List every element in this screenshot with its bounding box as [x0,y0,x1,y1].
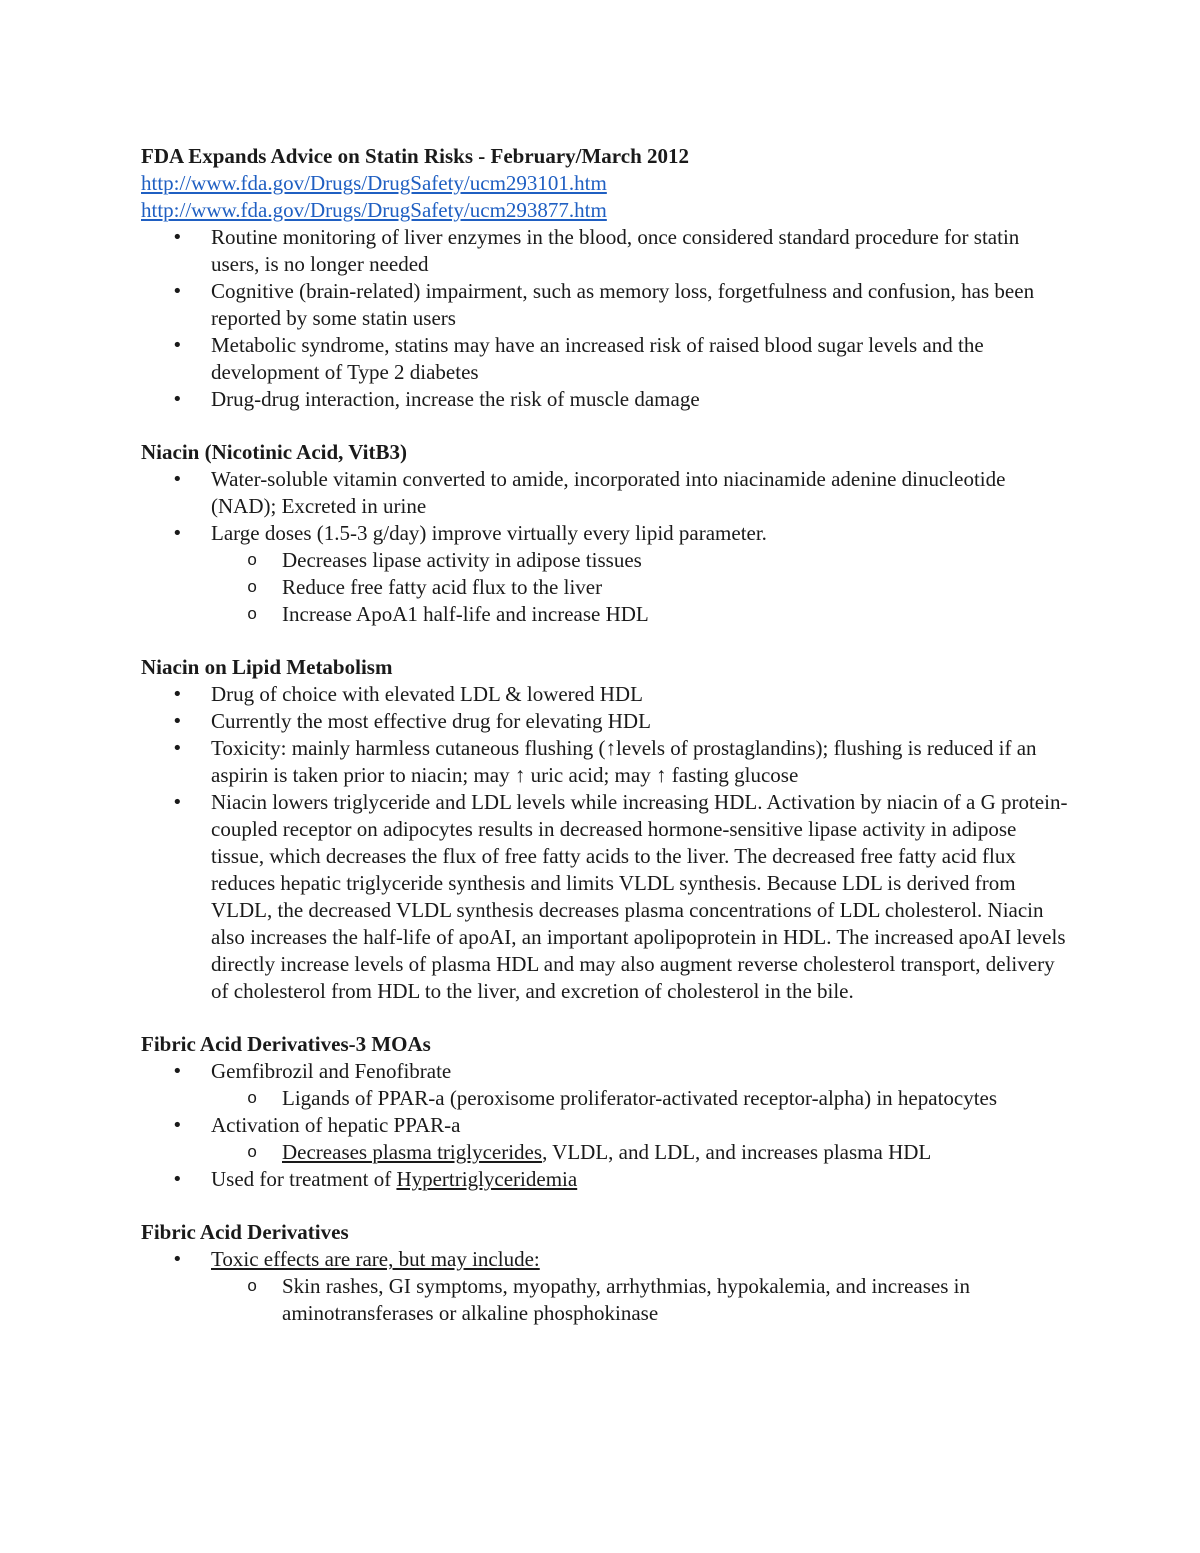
fibric-moa-list [141,1058,1071,1193]
underlined-text: Decreases plasma triglycerides [282,1140,543,1164]
section-heading-niacin: Niacin (Nicotinic Acid, VitB3) [141,440,407,464]
sub-list-item [141,1139,1071,1166]
list-item: • Gemfibrozil and Fenofibrate [141,1058,1071,1085]
document-body [141,143,1071,1327]
list-item: • Niacin lowers triglyceride and LDL levels while increasing HDL. Activation by niacin of a G protein-coupled receptor on adipocytes results in decreased hormone-sensitive lipase activity in adipose tissue, which decreases the flux of free fatty acids to the liver. The decreased free fatty acid flux reduces hepatic triglyceride synthesis and limits VLDL synthesis. Because LDL is derived from VLDL, the decreased VLDL synthesis decreases plasma concentrations of LDL cholesterol. Niacin also increases the half-life of apoAI, an important apolipoprotein in HDL. The increased apoAI levels directly increase levels of plasma HDL and may also augment reverse cholesterol transport, delivery of cholesterol from HDL to the liver, and excretion of cholesterol in the bile. [141,789,1071,1005]
list-item: • Cognitive (brain-related) impairment, such as memory loss, forgetfulness and confusion, has been reported by some statin users [141,278,1071,332]
section-heading-statins: FDA Expands Advice on Statin Risks - February/March 2012 [141,144,689,168]
underlined-text: Toxic effects are rare, but may include: [211,1247,540,1271]
fibric-list [141,1246,1071,1327]
list-item: • Drug-drug interaction, increase the risk of muscle damage [141,386,1071,413]
section-spacer [141,1005,1071,1031]
underlined-text: Hypertriglyceridemia [396,1167,578,1191]
section-heading-fibric-moa: Fibric Acid Derivatives-3 MOAs [141,1032,431,1056]
section-heading-niacin-lipid: Niacin on Lipid Metabolism [141,655,393,679]
niacin-lipid-list [141,681,1071,1005]
list-text: Used for treatment of [211,1167,397,1191]
fda-link-2[interactable]: http://www.fda.gov/Drugs/DrugSafety/ucm293877.htm [141,198,607,222]
section-spacer [141,628,1071,654]
list-item: • Toxicity: mainly harmless cutaneous flushing (↑levels of prostaglandins); flushing is reduced if an aspirin is taken prior to niacin; may ↑ uric acid; may ↑ fasting glucose [141,735,1071,789]
list-item [141,1166,1071,1193]
fda-link-1[interactable]: http://www.fda.gov/Drugs/DrugSafety/ucm293101.htm [141,171,607,195]
list-item: • Water-soluble vitamin converted to amide, incorporated into niacinamide adenine dinucleotide (NAD); Excreted in urine [141,466,1071,520]
list-item: • Drug of choice with elevated LDL & lowered HDL [141,681,1071,708]
sub-list-item: o Ligands of PPAR-a (peroxisome proliferator-activated receptor-alpha) in hepatocytes [141,1085,1071,1112]
list-item: • Metabolic syndrome, statins may have an increased risk of raised blood sugar levels and the development of Type 2 diabetes [141,332,1071,386]
sub-list-item: o Decreases lipase activity in adipose tissues [141,547,1071,574]
list-item: • Routine monitoring of liver enzymes in the blood, once considered standard procedure for statin users, is no longer needed [141,224,1071,278]
section-spacer [141,1193,1071,1219]
list-item: • Activation of hepatic PPAR-a [141,1112,1071,1139]
section-heading-fibric: Fibric Acid Derivatives [141,1220,349,1244]
sub-list-item: o Skin rashes, GI symptoms, myopathy, arrhythmias, hypokalemia, and increases in aminotransferases or alkaline phosphokinase [141,1273,1071,1327]
sub-list-item: o Increase ApoA1 half-life and increase HDL [141,601,1071,628]
list-item: • Large doses (1.5-3 g/day) improve virtually every lipid parameter. [141,520,1071,547]
list-item [141,1246,1071,1273]
section-spacer [141,413,1071,439]
list-item: • Currently the most effective drug for elevating HDL [141,708,1071,735]
sub-list-item: o Reduce free fatty acid flux to the liver [141,574,1071,601]
statin-risks-list [141,224,1071,413]
niacin-list [141,466,1071,628]
list-text: , VLDL, and LDL, and increases plasma HDL [542,1140,932,1164]
